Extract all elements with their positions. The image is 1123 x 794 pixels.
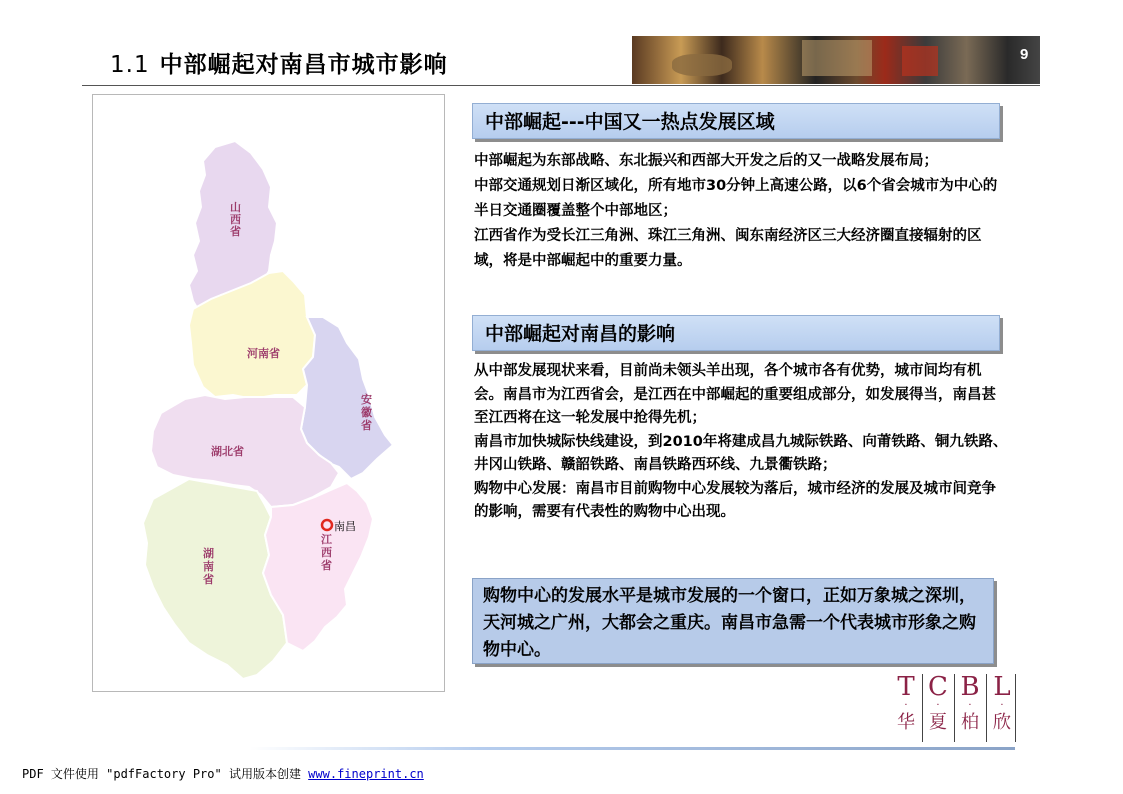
title-text: 中部崛起对南昌市城市影响 [159, 52, 448, 78]
section-body-rise [474, 149, 1010, 274]
summary-callout: 购物中心的发展水平是城市发展的一个窗口，正如万象城之深圳，天河城之广州，大都会之重庆。南昌市急需一个代表城市形象之购物中心。 [472, 578, 994, 664]
bullet-item: 南昌市加快城际快线建设，到2010年将建成昌九城际铁路、向莆铁路、铜九铁路、井冈山铁路、赣韶铁路、南昌铁路西环线、九景衢铁路； [474, 433, 1008, 473]
logo-column: C · 夏 [928, 672, 948, 733]
label-hubei: 湖北省 [211, 445, 244, 458]
footer-divider [250, 747, 1015, 750]
label-shanxi: 山 [230, 201, 241, 214]
footer-text: PDF 文件使用 "pdfFactory Pro" 试用版本创建 [22, 767, 309, 781]
header-photo-banner [632, 36, 1040, 84]
section-heading-rise: 中部崛起---中国又一热点发展区域 [472, 103, 1000, 139]
label-henan: 河南省 [247, 347, 280, 360]
page-number: 9 [1020, 46, 1029, 63]
central-china-map [92, 94, 445, 692]
label-anhui: 安 [361, 393, 372, 406]
label-jiangxi: 江 [321, 533, 332, 546]
pdf-footer [22, 765, 424, 782]
label-jiangxi-3: 省 [321, 559, 332, 572]
label-shanxi-2: 西 [230, 213, 241, 226]
bullet-item: 从中部发展现状来看，目前尚未领头羊出现，各个城市各有优势，城市间均有机会。南昌市为江西省会，是江西在中部崛起的重要组成部分，如发展得当，南昌甚至江西将在这一轮发展中抢得先机； [474, 363, 996, 426]
logo-column: B · 柏 [960, 672, 980, 733]
label-hunan: 湖 [203, 547, 214, 560]
logo-column: T · 华 [897, 672, 915, 733]
header-divider [82, 85, 1040, 86]
page-title [110, 46, 448, 79]
footer-link[interactable]: www.fineprint.cn [308, 767, 424, 781]
bullet-item: 中部交通规划日渐区域化，所有地市30分钟上高速公路，以6个省会城市为中心的半日交通圈覆盖整个中部地区； [474, 178, 998, 219]
section-body-impact [474, 360, 1010, 525]
logo-column: L · 欣 [993, 672, 1011, 733]
label-hunan-2: 南 [203, 560, 214, 573]
label-anhui-2: 徽 [361, 406, 372, 419]
label-shanxi-3: 省 [230, 225, 241, 238]
bullet-item: 江西省作为受长江三角洲、珠江三角洲、闽东南经济区三大经济圈直接辐射的区域，将是中部崛起中的重要力量。 [474, 228, 982, 269]
label-anhui-3: 省 [361, 419, 372, 432]
bullet-item: 中部崛起为东部战略、东北振兴和西部大开发之后的又一战略发展布局； [474, 153, 938, 169]
nanchang-label: 南昌 [334, 520, 356, 533]
map-svg [93, 95, 444, 691]
label-jiangxi-2: 西 [321, 546, 332, 559]
section-heading-impact: 中部崛起对南昌的影响 [472, 315, 1000, 351]
bullet-item: 购物中心发展：南昌市目前购物中心发展较为落后，城市经济的发展及城市间竞争的影响，需要有代表性的购物中心出现。 [474, 480, 996, 520]
label-hunan-3: 省 [203, 573, 214, 586]
section-number: 1.1 [110, 52, 150, 78]
